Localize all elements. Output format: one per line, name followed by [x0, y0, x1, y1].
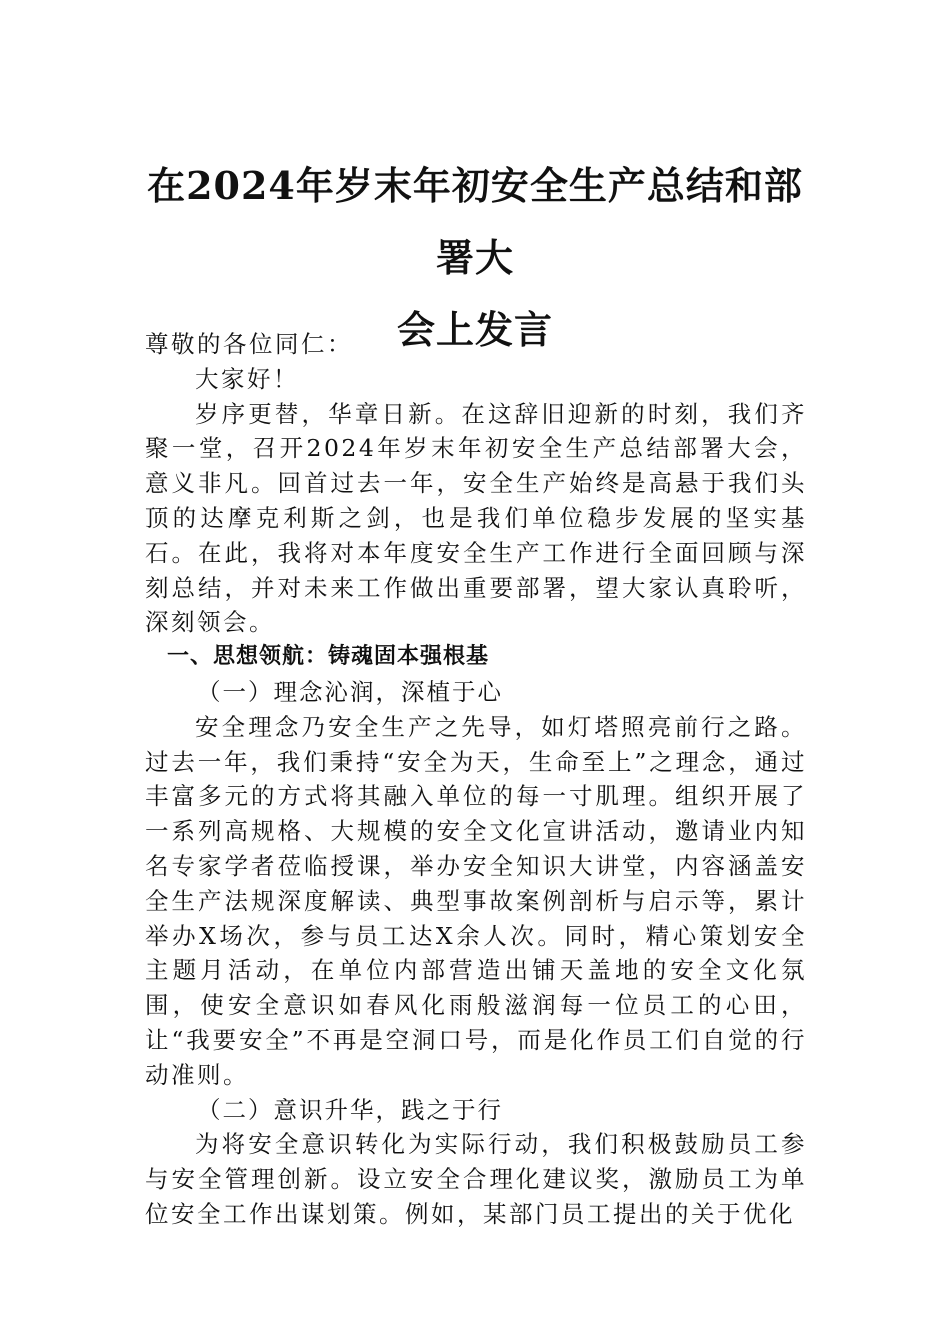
salutation: 尊敬的各位同仁： — [145, 330, 353, 358]
title-line-2: 会上发言 — [396, 307, 553, 352]
section-1-heading: 一、思想领航：铸魂固本强根基 — [167, 644, 490, 670]
title-line-1: 在2024年岁末年初安全生产总结和部署大 — [147, 163, 803, 280]
subsection-2-paragraph: 为将安全意识转化为实际行动，我们积极鼓励员工参与安全管理创新。设立安全合理化建议奖，激励员工为单位安全工作出谋划策。例如，某部门员工提出的关于优化 — [145, 1130, 807, 1228]
document-body — [145, 327, 807, 1232]
subsection-1-heading: （一）理念沁润，深植于心 — [197, 677, 503, 706]
subsection-2-heading: （二）意识升华，践之于行 — [197, 1095, 503, 1124]
intro-paragraph: 岁序更替，华章日新。在这辞旧迎新的时刻，我们齐聚一堂，召开2024年岁末年初安全生产总结部署大会，意义非凡。回首过去一年，安全生产始终是高悬于我们头顶的达摩克利斯之剑，也是我们单位稳步发展的坚实基石。在此，我将对本年度安全生产工作进行全面回顾与深刻总结，并对未来工作做出重要部署，望大家认真聆听，深刻领会。 — [145, 399, 807, 637]
subsection-1-paragraph: 安全理念乃安全生产之先导，如灯塔照亮前行之路。过去一年，我们秉持“安全为天，生命至上”之理念，通过丰富多元的方式将其融入单位的每一寸肌理。组织开展了一系列高规格、大规模的安全文化宣讲活动，邀请业内知名专家学者莅临授课，举办安全知识大讲堂，内容涵盖安全生产法规深度解读、典型事故案例剖析与启示等，累计举办X场次，参与员工达X余人次。同时，精心策划安全主题月活动，在单位内部营造出铺天盖地的安全文化氛围，使安全意识如春风化雨般滋润每一位员工的心田，让“我要安全”不再是空洞口号，而是化作员工们自觉的行动准则。 — [145, 712, 807, 1089]
greeting: 大家好！ — [195, 364, 299, 393]
